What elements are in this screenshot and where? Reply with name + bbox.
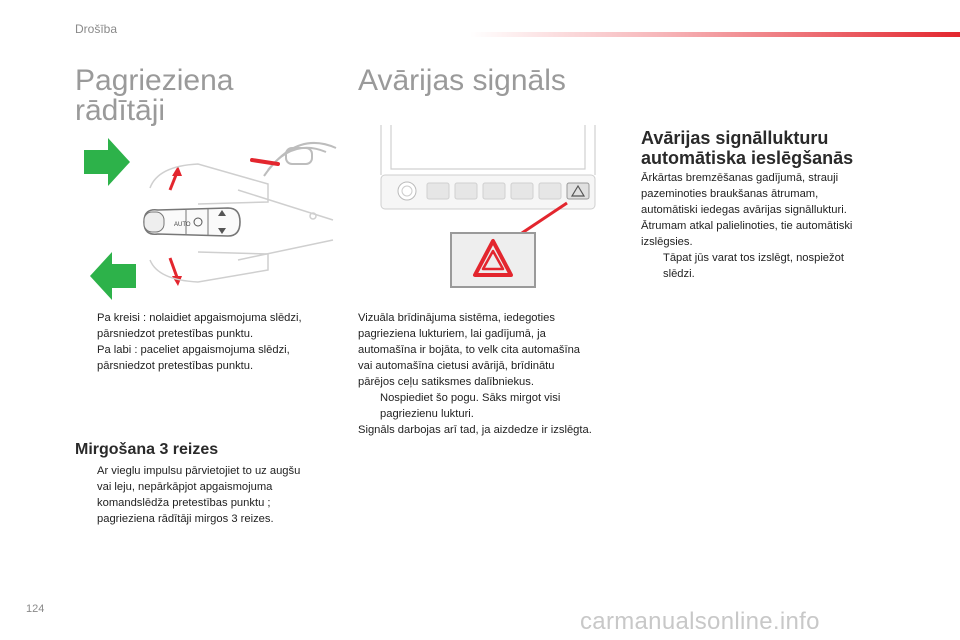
list-item: Pa labi : paceliet apgaismojuma slēdzi, pārsniedzot pretestības punktu. xyxy=(97,344,290,372)
stalk-illustration xyxy=(78,130,340,305)
steering-wheel-icon xyxy=(264,143,336,176)
hazard-note: Signāls darbojas arī tad, ja aizdedze ir izslēgta. xyxy=(358,424,592,436)
hazard-description: Vizuāla brīdinājuma sistēma, iedegoties pagrieziena lukturiem, lai gadījumā, ja automašīna ir bojāta, to velk cita automašīna vai automašīna cietusi avārijā, brīdinātu pārējos ceļu satiksmes dalībniekus. Nospiediet šo pogu. Sāks mirgot visi pagriezienu lukturi. Signāls darbojas arī tad, ja aizdedze ir izslēgta. xyxy=(358,310,628,438)
turn-signals-title-line1: Pagrieziena xyxy=(75,64,234,97)
turn-signals-instructions xyxy=(75,310,340,374)
list-item: Nospiediet šo pogu. Sāks mirgot visi pagriezienu lukturi. xyxy=(380,392,561,420)
header-accent-bar xyxy=(470,32,960,37)
hazard-button xyxy=(451,233,535,287)
list-item: Tāpat jūs varat tos izslēgt, nospiežot slēdzi. xyxy=(663,252,844,280)
list-item: Pa kreisi : nolaidiet apgaismojuma slēdzi, pārsniedzot pretestības punktu. xyxy=(97,312,302,340)
turn-signals-title-line2: rādītāji xyxy=(75,94,166,127)
lighting-stalk xyxy=(144,208,240,236)
hazard-title: Avārijas signāls xyxy=(358,64,566,97)
three-flash-instructions xyxy=(75,463,340,527)
three-flash-subtitle: Mirgošana 3 reizes xyxy=(75,441,219,458)
turn-signals-title xyxy=(75,66,233,126)
auto-label: AUTO xyxy=(174,222,191,228)
section-title: Drošība xyxy=(75,22,118,36)
arrow-down-icon xyxy=(90,252,136,300)
list-item: Ar vieglu impulsu pārvietojiet to uz augšu vai leju, nepārkāpjot apgaismojuma komandslēdža pretestības punktu ; pagrieziena rādītāji mirgos 3 reizes. xyxy=(97,465,301,525)
watermark: carmanualsonline.info xyxy=(580,608,820,635)
auto-hazard-title: Avārijas signāllukturu automātiska ieslēgšanās xyxy=(641,128,854,168)
page-number: 124 xyxy=(26,603,45,615)
auto-hazard-description: Ārkārtas bremzēšanas gadījumā, strauji pazeminoties braukšanas ātrumam, automātiski iedegas avārijas signāllukturi. Ātrumam atkal palielinoties, tie automātiski izslēgsies. Tāpat jūs varat tos izslēgt, nospiežot slēdzi. xyxy=(641,170,896,282)
hazard-illustration xyxy=(375,125,610,290)
arrow-up-icon xyxy=(84,138,130,186)
